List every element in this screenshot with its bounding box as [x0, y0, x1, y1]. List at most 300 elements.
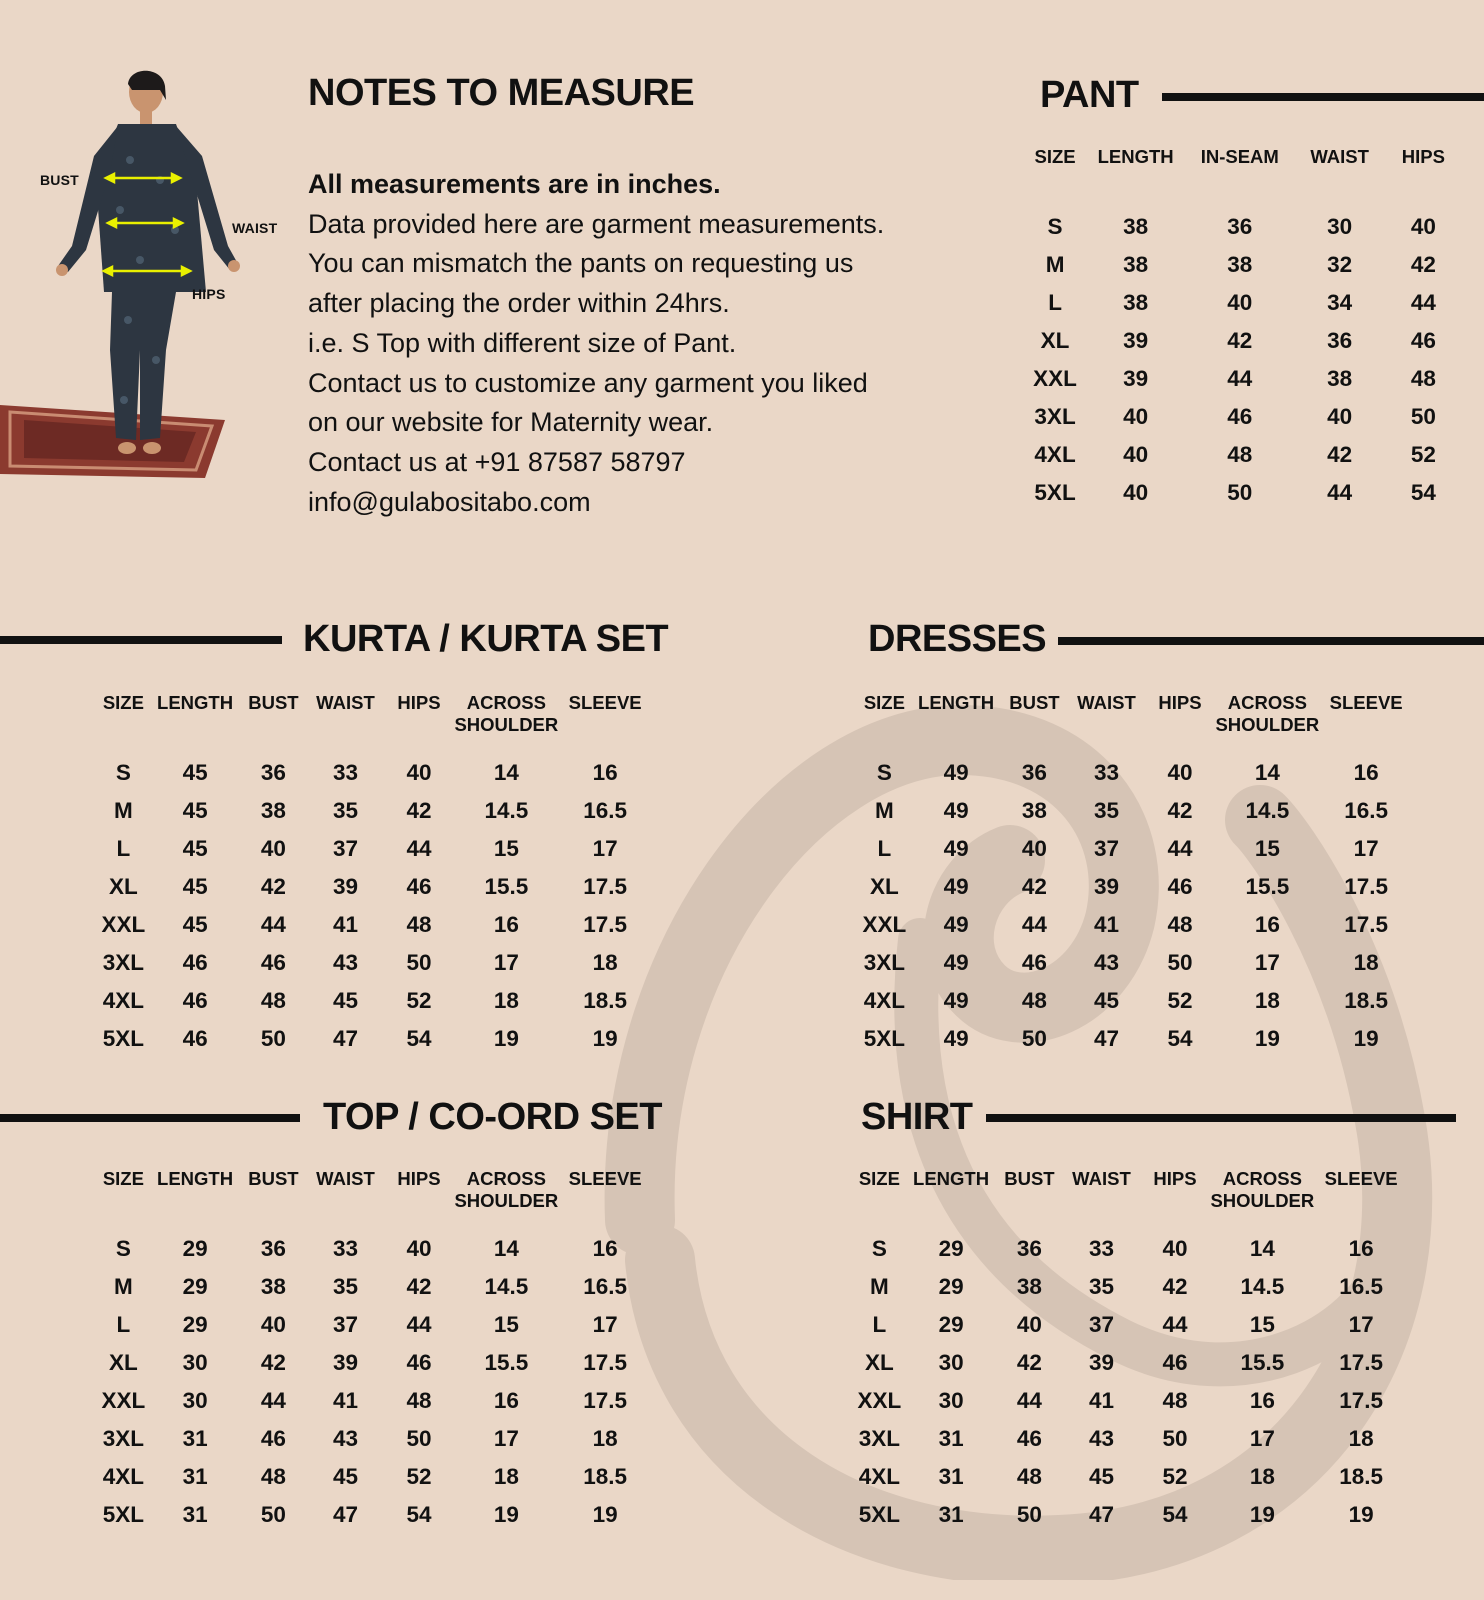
pant-size-table [1025, 146, 1461, 512]
measurement-cell: 52 [406, 1464, 432, 1489]
shirt-title: SHIRT [861, 1096, 973, 1138]
size-cell: XL [870, 874, 899, 899]
measurement-cell: 40 [260, 1312, 286, 1337]
dresses-size-table [857, 692, 1413, 1058]
measurement-cell: 16.5 [583, 1274, 628, 1299]
measurement-cell: 17 [592, 1312, 618, 1337]
column-header: ACROSS SHOULDER [454, 692, 559, 735]
notes-line: Contact us at +91 87587 58797 [308, 446, 686, 477]
size-cell: XXL [101, 912, 146, 937]
measurement-cell: 16.5 [1339, 1274, 1384, 1299]
table-row [96, 1306, 652, 1344]
measurement-cell: 17 [1348, 1312, 1374, 1337]
measurement-cell: 46 [1016, 1426, 1042, 1451]
size-cell: 5XL [858, 1502, 901, 1527]
measurement-cell: 46 [1162, 1350, 1188, 1375]
measurement-cell: 39 [1123, 366, 1149, 391]
measurement-cell: 31 [182, 1426, 208, 1451]
measurement-cell: 16 [1353, 760, 1379, 785]
measurement-cell: 49 [943, 874, 969, 899]
measurement-cell: 50 [1021, 1026, 1047, 1051]
measurement-cell: 40 [1016, 1312, 1042, 1337]
measurement-cell: 19 [1348, 1502, 1374, 1527]
measurement-cell: 44 [1162, 1312, 1188, 1337]
measurement-cell: 15.5 [1245, 874, 1290, 899]
measurement-cell: 43 [1088, 1426, 1114, 1451]
measurement-cell: 44 [260, 1388, 286, 1413]
measurement-cell: 35 [1093, 798, 1119, 823]
table-row [96, 754, 652, 792]
table-row [1025, 360, 1461, 398]
measurement-cell: 46 [260, 1426, 286, 1451]
measurement-cell: 29 [938, 1274, 964, 1299]
measurement-cell: 48 [1016, 1464, 1042, 1489]
measurement-cell: 43 [1093, 950, 1119, 975]
measurement-cell: 38 [1123, 252, 1149, 277]
measurement-cell: 45 [332, 988, 358, 1013]
measurement-cell: 48 [260, 988, 286, 1013]
table-row [857, 868, 1413, 906]
kurta-heading [303, 618, 668, 661]
measurement-cell: 18 [493, 1464, 519, 1489]
measurement-cell: 49 [943, 1026, 969, 1051]
measurement-cell: 50 [1016, 1502, 1042, 1527]
table-row [852, 1420, 1408, 1458]
size-cell: M [875, 798, 894, 823]
table-row [857, 944, 1413, 982]
size-cell: L [1048, 290, 1062, 315]
measurement-cell: 48 [406, 1388, 432, 1413]
notes-line: Data provided here are garment measurements. [308, 208, 885, 239]
size-cell: M [114, 798, 133, 823]
notes-line: You can mismatch the pants on requesting us [308, 248, 854, 279]
column-header: BUST [1009, 692, 1060, 713]
measurement-cell: 46 [1021, 950, 1047, 975]
measurement-cell: 42 [1162, 1274, 1188, 1299]
table-row [852, 1306, 1408, 1344]
table-row [852, 1382, 1408, 1420]
measurement-cell: 44 [406, 836, 432, 861]
measurement-cell: 40 [1123, 480, 1149, 505]
measurement-cell: 14 [1254, 760, 1280, 785]
measurement-cell: 54 [1162, 1502, 1188, 1527]
table-row [1025, 474, 1461, 512]
measurement-cell: 33 [332, 760, 358, 785]
table-row [1025, 436, 1461, 474]
measurement-cell: 47 [332, 1026, 358, 1051]
measurement-cell: 36 [260, 1236, 286, 1261]
column-header: SIZE [102, 1168, 144, 1189]
column-header: LENGTH [1097, 146, 1174, 167]
measurement-cell: 39 [1093, 874, 1119, 899]
measurement-cell: 47 [332, 1502, 358, 1527]
measurement-cell: 37 [1093, 836, 1119, 861]
measurement-cell: 50 [1167, 950, 1193, 975]
dresses-rule [1058, 637, 1484, 645]
table-row [96, 1382, 652, 1420]
measurement-cell: 48 [1410, 366, 1436, 391]
measurement-cell: 14 [493, 1236, 519, 1261]
measurement-cell: 17.5 [1339, 1350, 1384, 1375]
column-header: LENGTH [918, 692, 995, 713]
measurement-cell: 41 [1088, 1388, 1114, 1413]
measurement-cell: 49 [943, 836, 969, 861]
measurement-cell: 17 [493, 950, 519, 975]
table-row [96, 944, 652, 982]
size-cell: L [877, 836, 892, 861]
size-cell: 3XL [102, 1426, 145, 1451]
measurement-cell: 46 [1410, 328, 1436, 353]
measurement-cell: 14 [1249, 1236, 1275, 1261]
waist-label: WAIST [232, 220, 278, 236]
measurement-cell: 38 [260, 1274, 286, 1299]
size-cell: 3XL [102, 950, 145, 975]
column-header: WAIST [1310, 146, 1369, 167]
measurement-cell: 43 [332, 950, 358, 975]
measurement-cell: 40 [1410, 214, 1436, 239]
measurement-cell: 44 [1167, 836, 1193, 861]
measurement-cell: 19 [592, 1502, 618, 1527]
measurement-cell: 36 [260, 760, 286, 785]
shirt-rule [986, 1114, 1456, 1122]
measurement-cell: 15 [493, 836, 519, 861]
measurement-cell: 46 [406, 874, 432, 899]
measurement-cell: 54 [1167, 1026, 1193, 1051]
measurement-cell: 35 [332, 798, 358, 823]
table-row [1025, 284, 1461, 322]
size-cell: S [115, 1236, 131, 1261]
notes-line: All measurements are in inches. [308, 169, 721, 199]
measurement-cell: 14.5 [484, 1274, 529, 1299]
dresses-title: DRESSES [868, 618, 1047, 660]
table-row [1025, 246, 1461, 284]
measurement-cell: 15 [1254, 836, 1280, 861]
measurement-cell: 42 [1016, 1350, 1042, 1375]
measurement-cell: 17.5 [1339, 1388, 1384, 1413]
measurement-cell: 31 [938, 1426, 964, 1451]
column-header: SLEEVE [1324, 1168, 1398, 1189]
table-row [96, 1020, 652, 1058]
table-row [857, 830, 1413, 868]
dresses-heading [868, 618, 1046, 661]
measurement-cell: 48 [1167, 912, 1193, 937]
measurement-cell: 19 [1254, 1026, 1280, 1051]
measurement-cell: 39 [1088, 1350, 1114, 1375]
notes-title: NOTES TO MEASURE [308, 72, 695, 114]
column-header: IN-SEAM [1200, 146, 1279, 167]
kurta-title: KURTA / KURTA SET [303, 618, 669, 660]
measurement-cell: 42 [1327, 442, 1353, 467]
measurement-cell: 49 [943, 988, 969, 1013]
measurement-cell: 16 [493, 912, 519, 937]
measurement-cell: 33 [332, 1236, 358, 1261]
measurement-cell: 52 [1410, 442, 1436, 467]
measurement-cell: 18 [1249, 1464, 1275, 1489]
column-header: SLEEVE [568, 692, 642, 713]
measurement-cell: 39 [332, 874, 358, 899]
table-row [96, 1230, 652, 1268]
measurement-cell: 46 [182, 950, 208, 975]
measurement-cell: 38 [1021, 798, 1047, 823]
measurement-cell: 45 [182, 760, 208, 785]
measurement-cell: 38 [1016, 1274, 1042, 1299]
size-cell: 4XL [102, 1464, 145, 1489]
notes-line: on our website for Maternity wear. [308, 407, 714, 438]
measurement-cell: 50 [406, 950, 432, 975]
pant-heading [1040, 74, 1139, 117]
measurement-cell: 18.5 [1339, 1464, 1384, 1489]
table-row [852, 1344, 1408, 1382]
size-cell: L [116, 836, 131, 861]
kurta-rule [0, 636, 282, 644]
measurement-cell: 45 [332, 1464, 358, 1489]
measurement-cell: 33 [1093, 760, 1119, 785]
measurement-cell: 52 [406, 988, 432, 1013]
measurement-cell: 17 [592, 836, 618, 861]
table-row [96, 1344, 652, 1382]
measurement-cell: 40 [1227, 290, 1253, 315]
measurement-cell: 15.5 [484, 1350, 529, 1375]
measurement-cell: 45 [1093, 988, 1119, 1013]
measurement-cell: 39 [1123, 328, 1149, 353]
measurement-cell: 44 [1227, 366, 1253, 391]
notes-line: Contact us to customize any garment you liked [308, 367, 868, 398]
measurement-cell: 29 [182, 1274, 208, 1299]
measurement-cell: 29 [938, 1236, 964, 1261]
measurement-cell: 49 [943, 912, 969, 937]
column-header: SLEEVE [1329, 692, 1403, 713]
column-header: SLEEVE [568, 1168, 642, 1189]
measurement-cell: 50 [1410, 404, 1436, 429]
size-cell: 4XL [102, 988, 145, 1013]
measurement-cell: 45 [182, 798, 208, 823]
notes-email[interactable]: info@gulabositabo.com [308, 486, 591, 517]
measurement-cell: 30 [1327, 214, 1353, 239]
column-header: ACROSS SHOULDER [454, 1168, 559, 1211]
measurement-cell: 37 [1088, 1312, 1114, 1337]
measurement-cell: 16.5 [1344, 798, 1389, 823]
model-figure [0, 60, 290, 490]
table-row [852, 1230, 1408, 1268]
measurement-cell: 19 [493, 1026, 519, 1051]
measurement-cell: 18.5 [1344, 988, 1389, 1013]
notes-line: i.e. S Top with different size of Pant. [308, 327, 737, 358]
measurement-cell: 36 [1227, 214, 1253, 239]
measurement-cell: 18 [1348, 1426, 1374, 1451]
size-cell: M [114, 1274, 133, 1299]
measurement-cell: 18 [1353, 950, 1379, 975]
measurement-cell: 17.5 [583, 912, 628, 937]
measurement-cell: 50 [1162, 1426, 1188, 1451]
measurement-cell: 14 [493, 760, 519, 785]
measurement-cell: 42 [1167, 798, 1193, 823]
measurement-cell: 42 [260, 1350, 286, 1375]
measurement-cell: 18.5 [583, 988, 628, 1013]
measurement-cell: 41 [332, 912, 358, 937]
notes-section [308, 72, 948, 522]
measurement-cell: 42 [1227, 328, 1253, 353]
column-header: ACROSS SHOULDER [1210, 1168, 1315, 1211]
column-header: HIPS [1153, 1168, 1197, 1189]
measurement-cell: 49 [943, 950, 969, 975]
measurement-cell: 54 [1410, 480, 1436, 505]
column-header: BUST [248, 692, 299, 713]
size-cell: 5XL [863, 1026, 906, 1051]
measurement-cell: 49 [943, 798, 969, 823]
measurement-cell: 44 [1327, 480, 1353, 505]
measurement-cell: 42 [1410, 252, 1436, 277]
measurement-cell: 50 [1227, 480, 1253, 505]
measurement-cell: 44 [1021, 912, 1047, 937]
measurement-cell: 48 [1162, 1388, 1188, 1413]
measurement-cell: 42 [260, 874, 286, 899]
measurement-cell: 16 [1249, 1388, 1275, 1413]
top-title: TOP / CO-ORD SET [323, 1096, 662, 1138]
measurement-cell: 29 [938, 1312, 964, 1337]
size-cell: S [115, 760, 131, 785]
measurement-cell: 16.5 [583, 798, 628, 823]
measurement-cell: 18 [493, 988, 519, 1013]
measurement-cell: 30 [182, 1350, 208, 1375]
table-row [857, 792, 1413, 830]
measurement-cell: 44 [1016, 1388, 1042, 1413]
measurement-cell: 16 [1348, 1236, 1374, 1261]
measurement-cell: 40 [406, 1236, 432, 1261]
column-header: LENGTH [913, 1168, 990, 1189]
measurement-cell: 17 [493, 1426, 519, 1451]
measurement-cell: 41 [1093, 912, 1119, 937]
table-row [852, 1458, 1408, 1496]
table-row [96, 868, 652, 906]
measurement-cell: 17 [1254, 950, 1280, 975]
measurement-cell: 14.5 [484, 798, 529, 823]
column-header: LENGTH [157, 692, 234, 713]
table-row [96, 1420, 652, 1458]
measurement-cell: 54 [406, 1502, 432, 1527]
measurement-cell: 40 [406, 760, 432, 785]
measurement-cell: 17.5 [583, 874, 628, 899]
table-row [96, 982, 652, 1020]
measurement-cell: 36 [1327, 328, 1353, 353]
measurement-cell: 30 [938, 1350, 964, 1375]
shirt-heading [861, 1096, 973, 1139]
measurement-cell: 41 [332, 1388, 358, 1413]
measurement-cell: 17.5 [1344, 874, 1389, 899]
column-header: WAIST [1077, 692, 1136, 713]
column-header: WAIST [316, 1168, 375, 1189]
size-cell: XXL [1033, 366, 1077, 391]
column-header: BUST [248, 1168, 299, 1189]
column-header: HIPS [397, 692, 441, 713]
measurement-cell: 17.5 [583, 1388, 628, 1413]
size-cell: XL [1040, 328, 1070, 353]
measurement-cell: 45 [182, 836, 208, 861]
measurement-cell: 46 [260, 950, 286, 975]
measurement-cell: 42 [1021, 874, 1047, 899]
measurement-cell: 40 [1327, 404, 1353, 429]
size-cell: 4XL [863, 988, 906, 1013]
table-row [852, 1268, 1408, 1306]
size-cell: 3XL [858, 1426, 901, 1451]
measurement-cell: 15.5 [1240, 1350, 1285, 1375]
measurement-cell: 31 [182, 1464, 208, 1489]
column-header: HIPS [397, 1168, 441, 1189]
pant-title: PANT [1040, 74, 1139, 116]
size-cell: XL [109, 1350, 138, 1375]
size-cell: S [871, 1236, 887, 1261]
measurement-cell: 18.5 [583, 1464, 628, 1489]
measurement-cell: 40 [1123, 404, 1149, 429]
notes-line: after placing the order within 24hrs. [308, 288, 730, 319]
measurement-cell: 44 [260, 912, 286, 937]
measurement-cell: 16 [1254, 912, 1280, 937]
measurement-cell: 18 [1254, 988, 1280, 1013]
size-cell: 5XL [102, 1502, 145, 1527]
size-cell: 4XL [1034, 442, 1076, 467]
measurement-cell: 54 [406, 1026, 432, 1051]
measurement-cell: 19 [1353, 1026, 1379, 1051]
column-header: SIZE [858, 1168, 900, 1189]
size-cell: 3XL [1034, 404, 1076, 429]
table-row [96, 906, 652, 944]
table-row [852, 1496, 1408, 1534]
measurement-cell: 42 [406, 798, 432, 823]
top-size-table [96, 1168, 652, 1534]
measurement-cell: 46 [182, 988, 208, 1013]
measurement-cell: 19 [592, 1026, 618, 1051]
top-rule [0, 1114, 300, 1122]
size-cell: 5XL [102, 1026, 145, 1051]
size-cell: 5XL [1034, 480, 1076, 505]
table-row [857, 754, 1413, 792]
size-cell: S [1047, 214, 1063, 239]
measurement-cell: 39 [332, 1350, 358, 1375]
measurement-cell: 38 [260, 798, 286, 823]
column-header: SIZE [102, 692, 144, 713]
measurement-cell: 30 [182, 1388, 208, 1413]
table-row [1025, 208, 1461, 246]
measurement-cell: 46 [406, 1350, 432, 1375]
measurement-cell: 17.5 [1344, 912, 1389, 937]
measurement-cell: 35 [332, 1274, 358, 1299]
kurta-size-table [96, 692, 652, 1058]
column-header: BUST [1004, 1168, 1055, 1189]
measurement-cell: 31 [938, 1464, 964, 1489]
measurement-cell: 16 [592, 760, 618, 785]
table-row [1025, 398, 1461, 436]
measurement-cell: 50 [260, 1026, 286, 1051]
measurement-cell: 35 [1088, 1274, 1114, 1299]
size-cell: XXL [101, 1388, 146, 1413]
size-cell: XL [109, 874, 138, 899]
model-illustration [0, 60, 290, 490]
column-header: WAIST [1072, 1168, 1131, 1189]
measurement-cell: 43 [332, 1426, 358, 1451]
measurement-cell: 44 [1410, 290, 1436, 315]
measurement-cell: 17.5 [583, 1350, 628, 1375]
measurement-cell: 15 [1249, 1312, 1275, 1337]
measurement-cell: 40 [1021, 836, 1047, 861]
measurement-cell: 52 [1162, 1464, 1188, 1489]
hips-label: HIPS [192, 286, 226, 302]
table-row [96, 1496, 652, 1534]
measurement-cell: 50 [260, 1502, 286, 1527]
table-row [96, 792, 652, 830]
measurement-cell: 37 [332, 1312, 358, 1337]
measurement-cell: 14.5 [1240, 1274, 1285, 1299]
measurement-cell: 49 [943, 760, 969, 785]
measurement-cell: 46 [1227, 404, 1253, 429]
